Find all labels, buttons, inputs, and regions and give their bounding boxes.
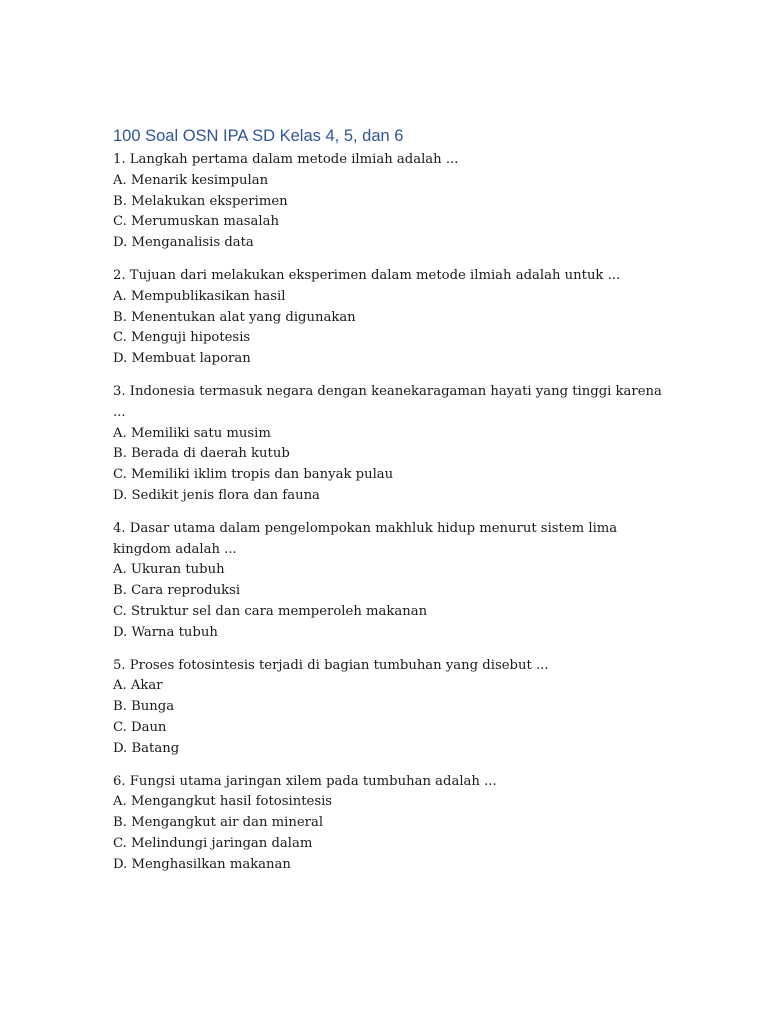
answer-option: C. Daun [113,719,167,735]
answer-option: B. Berada di daerah kutub [113,446,290,462]
answer-option: D. Menganalisis data [113,235,254,251]
answer-option: B. Melakukan eksperimen [113,193,288,209]
answer-option: B. Bunga [113,699,175,715]
answer-option: A. Menarik kesimpulan [113,172,269,188]
document-title: 100 Soal OSN IPA SD Kelas 4, 5, dan 6 [113,127,404,145]
answer-option: A. Memiliki satu musim [113,425,271,441]
question-text: 2. Tujuan dari melakukan eksperimen dalam metode ilmiah adalah untuk ... [113,267,621,283]
answer-option: A. Akar [113,678,163,694]
question-text: 6. Fungsi utama jaringan xilem pada tumbuhan adalah ... [113,773,497,789]
answer-option: C. Menguji hipotesis [113,330,251,346]
answer-option: C. Struktur sel dan cara memperoleh makanan [113,603,428,619]
answer-option: D. Sedikit jenis flora dan fauna [113,487,320,503]
answer-option: D. Warna tubuh [113,624,218,640]
answer-option: C. Melindungi jaringan dalam [113,835,313,851]
answer-option: A. Ukuran tubuh [113,562,225,578]
question-text: 3. Indonesia termasuk negara dengan keanekaragaman hayati yang tinggi karena ... [113,383,662,420]
answer-option: D. Menghasilkan makanan [113,856,291,872]
answer-option: B. Menentukan alat yang digunakan [113,309,356,325]
question-block [113,266,673,370]
document-page [113,124,673,888]
answer-option: A. Mempublikasikan hasil [113,288,286,304]
answer-option: A. Mengangkut hasil fotosintesis [113,794,333,810]
question-block [113,519,673,644]
answer-option: D. Membuat laporan [113,351,251,367]
answer-option: B. Cara reproduksi [113,583,241,599]
question-block [113,382,673,507]
answer-option: C. Memiliki iklim tropis dan banyak pulau [113,467,394,483]
question-block [113,772,673,876]
answer-option: C. Merumuskan masalah [113,214,279,230]
question-block [113,150,673,254]
question-text: 4. Dasar utama dalam pengelompokan makhluk hidup menurut sistem lima kingdom adalah ... [113,520,618,557]
answer-option: D. Batang [113,740,180,756]
question-text: 1. Langkah pertama dalam metode ilmiah adalah ... [113,152,459,167]
question-text: 5. Proses fotosintesis terjadi di bagian tumbuhan yang disebut ... [113,657,549,673]
answer-option: B. Mengangkut air dan mineral [113,815,324,831]
question-block [113,656,673,760]
